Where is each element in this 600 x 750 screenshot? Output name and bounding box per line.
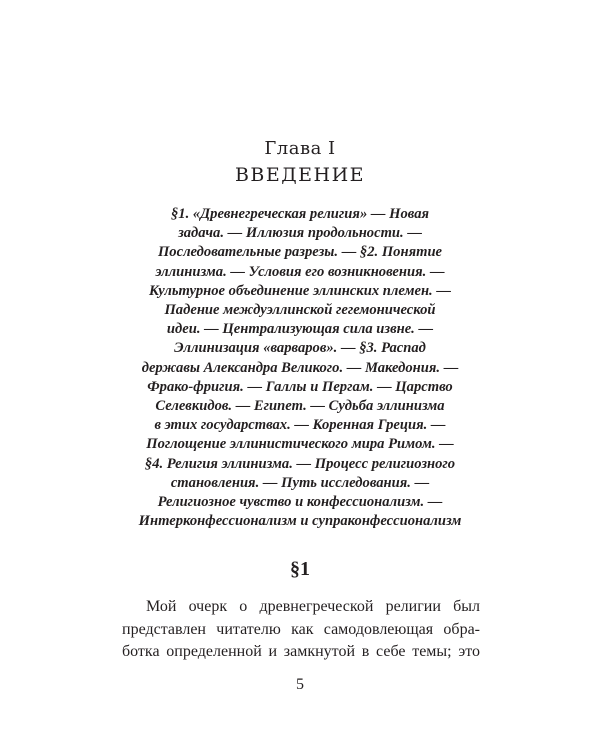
body-line: Мой очерк о древнегреческой религии был	[146, 598, 480, 615]
summary-line: Эллинизация «варваров». — §3. Распад	[174, 340, 426, 357]
summary-line: Падение междуэллинской гегемонической	[164, 302, 436, 319]
body-line: представлен читателю как самодовлеющая обра-	[122, 620, 480, 638]
page-number: 5	[296, 676, 304, 693]
summary-line: в этих государствах. — Коренная Греция. —	[154, 417, 446, 434]
chapter-title: ВВЕДЕНИЕ	[234, 164, 366, 186]
summary-line: Культурное объединение эллинских племен. —	[149, 282, 451, 299]
summary-line: эллинизма. — Условия его возникновения. —	[155, 263, 445, 280]
summary-line: Последовательные разрезы. — §2. Понятие	[157, 244, 443, 261]
summary-line: Селевкидов. — Египет. — Судьба эллинизма	[155, 398, 445, 415]
body-line: ботка определенной и замкнутой в себе темы; это	[122, 643, 480, 660]
chapter-number: Глава I	[264, 138, 336, 159]
summary-line: Поглощение эллинистического мира Римом. —	[146, 436, 454, 453]
summary-line: державы Александра Великого. — Македония. —	[141, 359, 459, 376]
summary-line: идеи. — Централизующая сила извне. —	[166, 321, 434, 338]
summary-line: Интерконфессионализм и супраконфессионализм	[138, 513, 462, 530]
summary-line: становления. — Путь исследования. —	[170, 474, 430, 491]
summary-line: §4. Религия эллинизма. — Процесс религиозного	[144, 455, 456, 472]
summary-line: Фрако-фригия. — Галлы и Пергам. — Царство	[147, 378, 453, 395]
body-paragraph	[122, 596, 480, 664]
summary-line: задача. — Иллюзия продольности. —	[178, 225, 422, 242]
chapter-summary	[120, 205, 480, 531]
summary-line: Религиозное чувство и конфессионализм. —	[157, 494, 443, 511]
section-heading: §1	[290, 558, 310, 580]
summary-line: §1. «Древнегреческая религия» — Новая	[170, 206, 430, 222]
